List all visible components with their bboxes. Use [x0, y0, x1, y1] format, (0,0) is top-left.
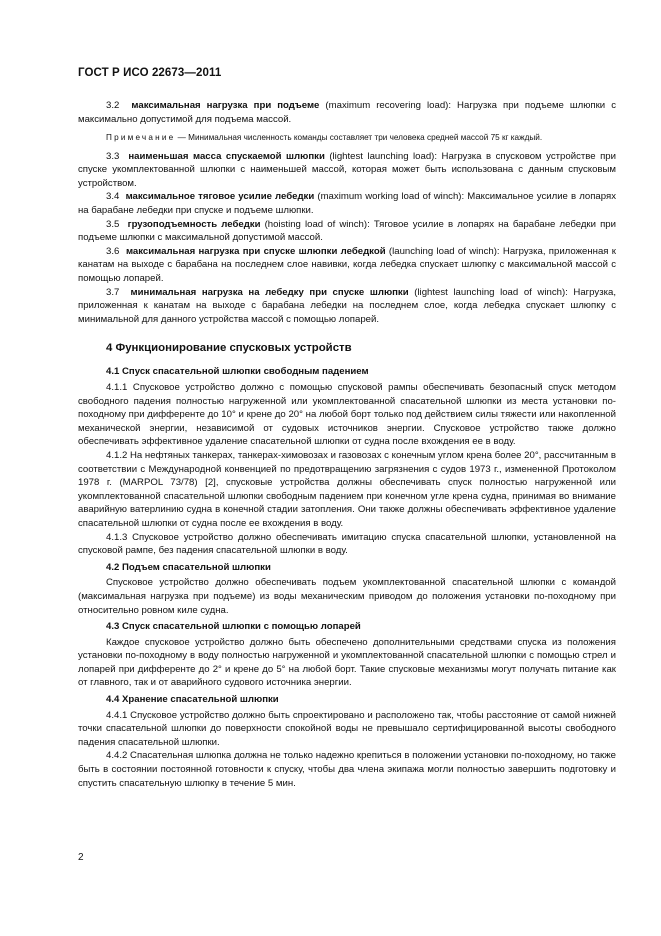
paragraph-4-2: Спусковое устройство должно обеспечивать подъем укомплектованной спасательной шлюпки с командой (максимальная нагрузка при подъеме) из воды механическим приводом до положения установки по-походному при относительно ровном киле судна.: [78, 577, 616, 616]
definition-term: максимальное тяговое усилие лебедки: [125, 191, 315, 203]
definition-text: (lightest launching load): Нагрузка в спусковом устройстве при спуске укомплектованной шлюпки с наименьшей массой, которая может быть использована с данным спусковым устройством.: [78, 150, 616, 189]
subsection-4-3-heading: 4.3 Спуск спасательной шлюпки с помощью лопарей: [106, 621, 361, 633]
definition-3-7: [78, 286, 616, 327]
definition-number: 3.5: [106, 218, 120, 230]
paragraph-4-4-1: 4.4.1 Спусковое устройство должно быть спроектировано и расположено так, чтобы расстояние от самой нижней точки спасательной шлюпки до поверхности спокойной воды не превышало сертифицированной высоты свободного падения спасательной шлюпки.: [78, 709, 616, 748]
definition-number: 3.4: [106, 191, 120, 203]
definition-term: максимальная нагрузка при подъеме: [131, 100, 320, 111]
paragraph-4-1-2: 4.1.2 На нефтяных танкерах, танкерах-химовозах и газовозах с конечным углом крена более 20°, рассчитанным в соответствии с Международной конвенцией по предотвращению загрязнения с судов 1973 г., измененной Протоколом 1978 г. (MARPOL 73/78) [2], спусковые устройства должны обеспечивать спуск полностью нагруженной или укомплектованной спасательной шлюпки свободным падением при конечном угле крена судна, принимая во внимание аварийную ватерлинию судна в конечной стадии затопления. Они также должны обеспечивать эффективное удаление спасательной шлюпки от судна после ее вхождения в воду.: [78, 449, 616, 529]
section-4-title: 4 Функционирование спусковых устройств: [106, 342, 352, 355]
paragraph-4-1-3: 4.1.3 Спусковое устройство должно обеспечивать имитацию спуска спасательной шлюпки, установленной на спусковой рампе, без падения спасательной шлюпки в воду.: [78, 531, 616, 557]
definition-term: максимальная нагрузка при спуске шлюпки лебедкой: [125, 245, 386, 257]
definition-text: (maximum working load of winch): Максимальное усилие в лопарях на барабане лебедки при спуске и подъеме шлюпки.: [78, 191, 616, 217]
subsection-4-1-heading: 4.1 Спуск спасательной шлюпки свободным падением: [106, 366, 369, 378]
definition-text: (lightest launching load of winch): Нагрузка, приложенная к канатам на выходе с барабана лебедки на последнем слое, когда лебедка спускает шлюпку с минимальной для данного устройства массой с помощью лопарей.: [78, 286, 616, 325]
subsection-4-4-heading: 4.4 Хранение спасательной шлюпки: [106, 694, 279, 706]
definition-text: (hoisting load of winch): Тяговое усилие в лопарях на барабане лебедки при подъеме шлюпки с максимальной допустимой массой.: [78, 218, 616, 244]
note-text: — Минимальная численность команды составляет три человека средней массой 75 кг каждый.: [175, 133, 543, 143]
definition-3-6: [78, 245, 616, 286]
definition-3-3: [78, 150, 616, 191]
page-number: 2: [78, 852, 84, 863]
definition-text: (launching load of winch): Нагрузка, приложенная к канатам на выходе с барабана на последнем слое навивки, когда лебедка спускает шлюпку с максимальной массой с помощью лопарей.: [78, 245, 616, 285]
paragraph-4-4-2: 4.4.2 Спасательная шлюпка должна не только надежно крепиться в положении установки по-походному, но также быть в состоянии постоянной готовности к спуску, чтобы два члена экипажа могли полностью завершить подготовку и спустить спасательную шлюпку в течение 5 мин.: [78, 750, 616, 789]
definition-term: наименьшая масса спускаемой шлюпки: [128, 150, 325, 162]
definition-number: 3.6: [106, 245, 120, 257]
definition-number: 3.3: [106, 150, 120, 162]
page-content: [78, 99, 616, 790]
definition-term: минимальная нагрузка на лебедку при спуске шлюпки: [130, 286, 409, 298]
subsection-4-2-heading: 4.2 Подъем спасательной шлюпки: [106, 561, 271, 573]
definition-3-5: [78, 218, 616, 245]
definition-term: грузоподъемность лебедки: [127, 218, 261, 230]
definition-number: 3.7: [106, 286, 120, 298]
standard-header: ГОСТ Р ИСО 22673—2011: [78, 67, 222, 79]
definition-text: (maximum recovering load): Нагрузка при подъеме шлюпки с максимально допустимой для подъема массой.: [78, 100, 616, 125]
definition-3-4: [78, 190, 616, 217]
paragraph-4-3: Каждое спусковое устройство должно быть обеспечено дополнительными средствами спуска из положения установки по-походному в воду полностью нагруженной и укомплектованной спасательной шлюпки с помощью стрел и лопарей при дифференте до 2° и крене до 5° на любой борт. Такие спусковые механизмы могут получать питание как от главного, так и от аварийного судового источника энергии.: [78, 636, 616, 689]
definition-3-2: [78, 99, 616, 126]
note: [78, 132, 616, 145]
note-label: Примечание: [106, 133, 176, 143]
definition-number: 3.2: [106, 100, 120, 111]
paragraph-4-1-1: 4.1.1 Спусковое устройство должно с помощью спусковой рампы обеспечивать безопасный спуск методом свободного падения полностью нагруженной или укомплектованной спасательной шлюпки из места установки по-походному при дифференте до 10° и крене до 20° на любой борт только под действием силы тяжести или накопленной механической энергии, независимой от судовых источников энергии. Спусковое устройство также должно обеспечивать эффективное удаление спасательной шлюпки от судна после вхождения ее в воду.: [78, 382, 616, 448]
